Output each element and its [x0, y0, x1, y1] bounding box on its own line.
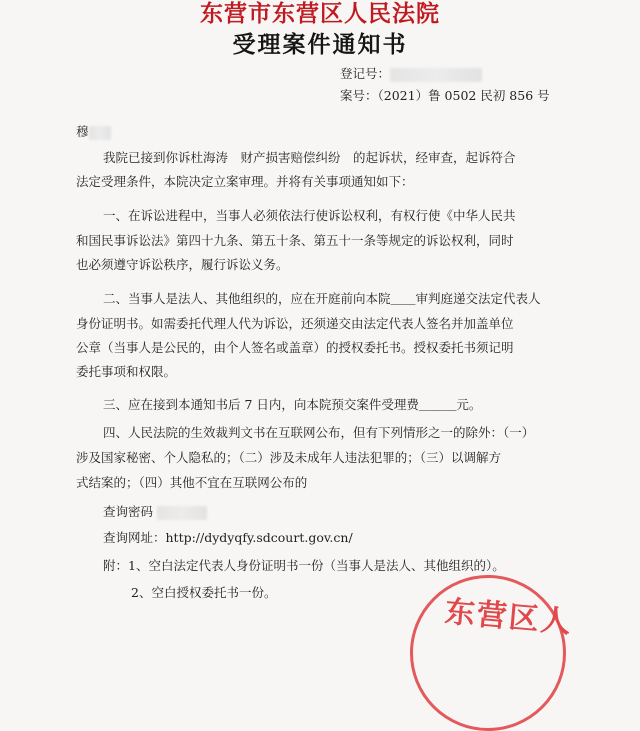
- query-code: [103, 504, 207, 520]
- case-number-value: （2021）鲁 0502 民初 856 号: [377, 88, 550, 103]
- court-seal-text: 东营区人: [443, 594, 574, 641]
- paragraph-5-line-1: 四、人民法院的生效裁判文书在互联网公布，但有下列情形之一的除外：（一）: [103, 425, 535, 440]
- paragraph-2-line-2: 和国民事诉讼法》第四十九条、第五十条、第五十一条等规定的诉讼权利，同时: [76, 233, 514, 248]
- addressee-surname: 穆: [76, 124, 89, 139]
- case-number: [340, 88, 550, 104]
- redacted-registration-value: [390, 68, 482, 82]
- court-name: 东营市东营区人民法院: [200, 0, 440, 27]
- paragraph-3-line-2: 身份证明书。如需委托代理人代为诉讼，还须递交由法定代表人签名并加盖单位: [76, 316, 514, 331]
- case-number-label: 案号：: [340, 88, 378, 103]
- redacted-query-code: [157, 506, 207, 520]
- registration-label: 登记号：: [340, 66, 391, 81]
- paragraph-4: 三、应在接到本通知书后 7 日内，向本院预交案件受理费＿＿＿元。: [103, 397, 482, 412]
- paragraph-2-line-3: 也必须遵守诉讼秩序，履行诉讼义务。: [76, 257, 289, 272]
- query-website: 查询网址：http://dydyqfy.sdcourt.gov.cn/: [103, 530, 353, 545]
- addressee: [76, 124, 111, 140]
- attachment-2: 2、空白授权委托书一份。: [131, 585, 277, 600]
- registration-number: [340, 66, 482, 82]
- paragraph-2-line-1: 一、在诉讼进程中，当事人必须依法行使诉讼权利，有权行使《中华人民共: [103, 208, 516, 223]
- paragraph-5-line-3: 式结案的；（四）其他不宜在互联网公布的: [76, 475, 308, 490]
- document-title: 受理案件通知书: [232, 31, 408, 58]
- redacted-addressee-name: [89, 126, 111, 140]
- paragraph-3-line-4: 委托事项和权限。: [76, 364, 177, 379]
- paragraph-1-line-2: 法定受理条件，本院决定立案审理。并将有关事项通知如下：: [76, 174, 414, 189]
- paragraph-3-line-1: 二、当事人是法人、其他组织的，应在开庭前向本院＿＿审判庭递交法定代表人: [103, 291, 541, 306]
- paragraph-1-line-1: 我院已接到你诉杜海涛 财产损害赔偿纠纷 的起诉状，经审查，起诉符合: [103, 150, 516, 165]
- attachment-1: 附：1、空白法定代表人身份证明书一份（当事人是法人、其他组织的）。: [103, 558, 505, 573]
- query-code-label: 查询密码: [103, 504, 154, 519]
- paragraph-5-line-2: 涉及国家秘密、个人隐私的；（二）涉及未成年人违法犯罪的；（三）以调解方: [76, 450, 502, 465]
- paragraph-3-line-3: 公章（当事人是公民的，由个人签名或盖章）的授权委托书。授权委托书须记明: [76, 340, 514, 355]
